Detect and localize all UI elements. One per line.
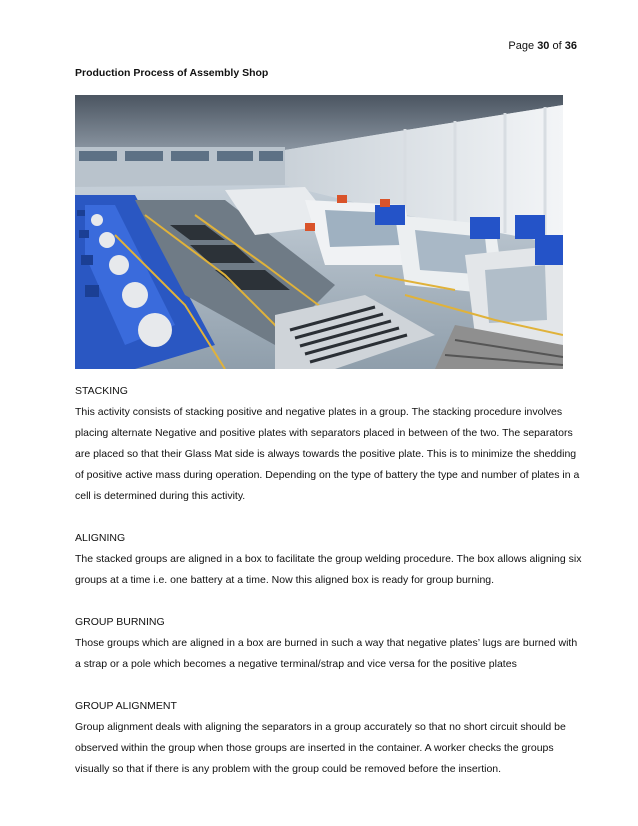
section-heading: STACKING — [75, 385, 128, 397]
section-heading: ALIGNING — [75, 532, 126, 544]
section-body: The stacked groups are aligned in a box to facilitate the group welding procedure. The box allows aligning six groups at a time i.e. one battery at a time. Now this aligned box is ready for group burning. — [75, 553, 582, 586]
page-number-total: 36 — [564, 40, 577, 52]
section-body: Group alignment deals with aligning the separators in a group accurately so that no short circuit should be observed within the group when those groups are inserted in the container. A worker checks the groups visually so that if there is any problem with the group could be removed before the insertion. — [75, 721, 566, 775]
section-body: This activity consists of stacking positive and negative plates in a group. The stacking procedure involves placing alternate Negative and positive plates with separators placed in between of the two. The separators are placed so that their Glass Mat side is always towards the positive plate. This is to minimize the shedding of positive active mass during operation. Depending on the type of battery the type and number of plates in a cell is determined during this activity. — [75, 406, 580, 502]
page-number-separator: of — [552, 40, 562, 52]
page-number — [508, 40, 577, 52]
page-number-prefix: Page — [508, 40, 535, 52]
assembly-shop-photo — [75, 95, 563, 369]
section-aligning — [75, 528, 583, 591]
section-heading: GROUP ALIGNMENT — [75, 700, 177, 712]
section-group-alignment — [75, 696, 583, 780]
section-group-burning — [75, 612, 583, 675]
section-heading: GROUP BURNING — [75, 616, 165, 628]
page-number-current: 30 — [537, 40, 550, 52]
document-title: Production Process of Assembly Shop — [75, 67, 269, 79]
section-stacking — [75, 381, 583, 507]
section-body: Those groups which are aligned in a box are burned in such a way that negative plates’ lugs are burned with a strap or a pole which becomes a negative terminal/strap and vice versa for the positive plates — [75, 637, 578, 670]
